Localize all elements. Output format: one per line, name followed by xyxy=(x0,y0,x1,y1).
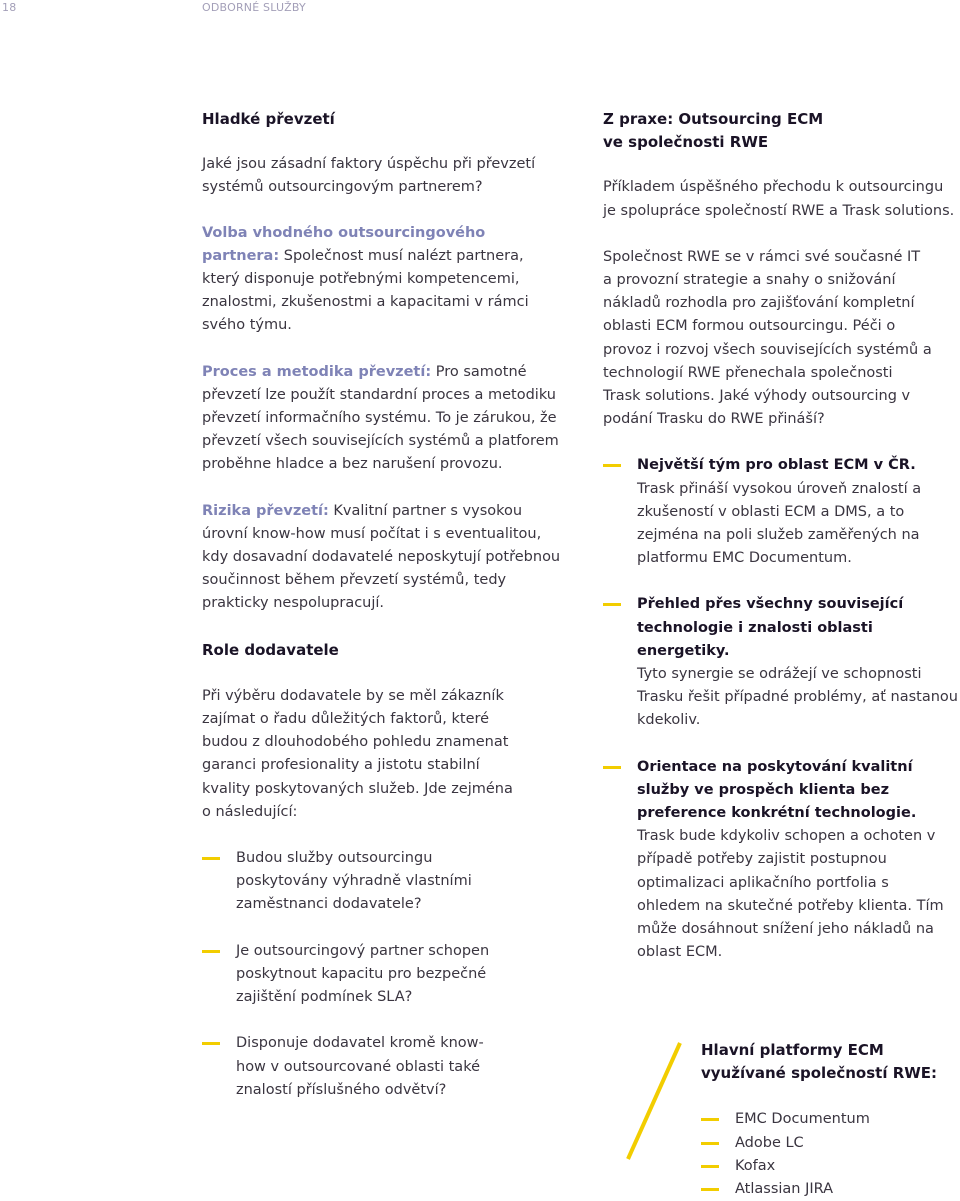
left-bullet xyxy=(202,1032,506,1102)
bullet-bold: Největší tým pro oblast ECM v ČR. xyxy=(637,457,916,474)
platform-item xyxy=(701,1155,956,1178)
dash-bullet-icon xyxy=(603,464,621,467)
item-text: Kvalitní partner s vysokou úrovní know-how musí počítat i s eventualitou, kdy dosavadní dodavatelé neposkytují potřebnou součinnost během převzetí systémů, tedy prakticky nespolupracují. xyxy=(202,502,561,612)
platforms-list xyxy=(701,1108,956,1201)
item-rizika xyxy=(202,500,572,616)
bullet-text: Trask přináší vysokou úroveň znalostí a zkušeností v oblasti ECM a DMS, a to zejména na poli služeb zaměřených na platformu EMC Documentum. xyxy=(637,480,922,567)
bullet-text: Disponuje dodavatel kromě know-how v outsourcované oblasti také znalostí příslušného odvětví? xyxy=(236,1035,484,1098)
item-volba xyxy=(202,222,552,338)
section-title: ODBORNÉ SLUŽBY xyxy=(202,1,306,14)
platform-item xyxy=(701,1108,956,1131)
right-bullet xyxy=(603,593,960,732)
bullet-text: Tyto synergie se odrážejí ve schopnosti Trasku řešit případné problémy, ať nastanou kdekoliv. xyxy=(637,666,958,729)
right-bullet xyxy=(603,454,957,570)
item-lead: Rizika převzetí: xyxy=(202,502,329,519)
platform-item xyxy=(701,1132,956,1155)
platform-name: Kofax xyxy=(735,1157,776,1174)
platforms-box xyxy=(701,1039,956,1201)
left-bullet xyxy=(202,940,506,1010)
heading-z-praxe: Z praxe: Outsourcing ECM ve společnosti RWE xyxy=(603,110,824,152)
left-column xyxy=(202,108,582,1102)
right-column xyxy=(603,108,958,965)
bullet-bold: Přehled přes všechny související technologie i znalosti oblasti energetiky. xyxy=(637,596,904,659)
dash-bullet-icon xyxy=(603,766,621,769)
item-text: Pro samotné převzetí lze použít standardní proces a metodiku převzetí informačního systému. To je zárukou, že převzetí všech souvisejících systémů a platforem proběhne hladce a bez narušení provozu. xyxy=(202,363,559,473)
slash-line xyxy=(628,1043,680,1159)
dash-bullet-icon xyxy=(701,1165,719,1168)
platform-name: Adobe LC xyxy=(735,1134,804,1151)
platform-name: EMC Documentum xyxy=(735,1111,870,1128)
item-lead: Volba vhodného outsourcingového partnera: xyxy=(202,224,486,264)
dash-bullet-icon xyxy=(701,1188,719,1191)
dash-bullet-icon xyxy=(202,950,220,953)
platform-name: Atlassian JIRA xyxy=(735,1181,834,1198)
dash-bullet-icon xyxy=(202,1042,220,1045)
role-text: Při výběru dodavatele by se měl zákazník zajímat o řadu důležitých faktorů, které budou z dlouhodobého pohledu znamenat garanci profesionality a jistotu stabilní kvality poskytovaných služeb. Jde zejména o následující: xyxy=(202,687,513,820)
page-number: 18 xyxy=(2,1,17,14)
right-paragraph-1: Příkladem úspěšného přechodu k outsourcingu je spolupráce společností RWE a Trask solutions. xyxy=(603,179,955,219)
right-bullet xyxy=(603,756,947,965)
dash-bullet-icon xyxy=(701,1142,719,1145)
right-paragraph-2: Společnost RWE se v rámci své současné IT a provozní strategie a snahy o snižování nákladů rozhodla pro zajišťování kompletní oblasti ECM formou outsourcingu. Péči o provoz i rozvoj všech souvisejících systémů a technologií RWE přenechala společnosti Trask solutions. Jaké výhody outsourcing v podání Trasku do RWE přináší? xyxy=(603,248,932,428)
item-lead: Proces a metodika převzetí: xyxy=(202,363,432,380)
heading-role-dodavatele: Role dodavatele xyxy=(202,640,339,659)
item-text: Společnost musí nalézt partnera, který disponuje potřebnými kompetencemi, znalostmi, zkušenostmi a kapacitami v rámci svého týmu. xyxy=(202,247,529,334)
platforms-heading: Hlavní platformy ECM využívané společností RWE: xyxy=(701,1041,938,1083)
left-bullet xyxy=(202,847,506,917)
intro-text: Jaké jsou zásadní faktory úspěchu při převzetí systémů outsourcingovým partnerem? xyxy=(202,156,536,196)
dash-bullet-icon xyxy=(603,603,621,606)
dash-bullet-icon xyxy=(701,1118,719,1121)
item-proces xyxy=(202,361,572,477)
bullet-text: Je outsourcingový partner schopen poskytnout kapacitu pro bezpečné zajištění podmínek SLA? xyxy=(236,942,490,1006)
heading-hladke-prevzeti: Hladké převzetí xyxy=(202,110,335,128)
bullet-bold: Orientace na poskytování kvalitní služby ve prospěch klienta bez preference konkrétní technologie. xyxy=(637,758,917,822)
bullet-text: Trask bude kdykoliv schopen a ochoten v případě potřeby zajistit postupnou optimalizaci aplikačního portfolia s ohledem na skutečné potřeby klienta. Tím může dosáhnout snížení jeho nákladů na oblast ECM. xyxy=(637,828,944,961)
dash-bullet-icon xyxy=(202,857,220,860)
yellow-slash-graphic xyxy=(624,1040,684,1162)
bullet-text: Budou služby outsourcingu poskytovány výhradně vlastními zaměstnanci dodavatele? xyxy=(236,850,472,913)
